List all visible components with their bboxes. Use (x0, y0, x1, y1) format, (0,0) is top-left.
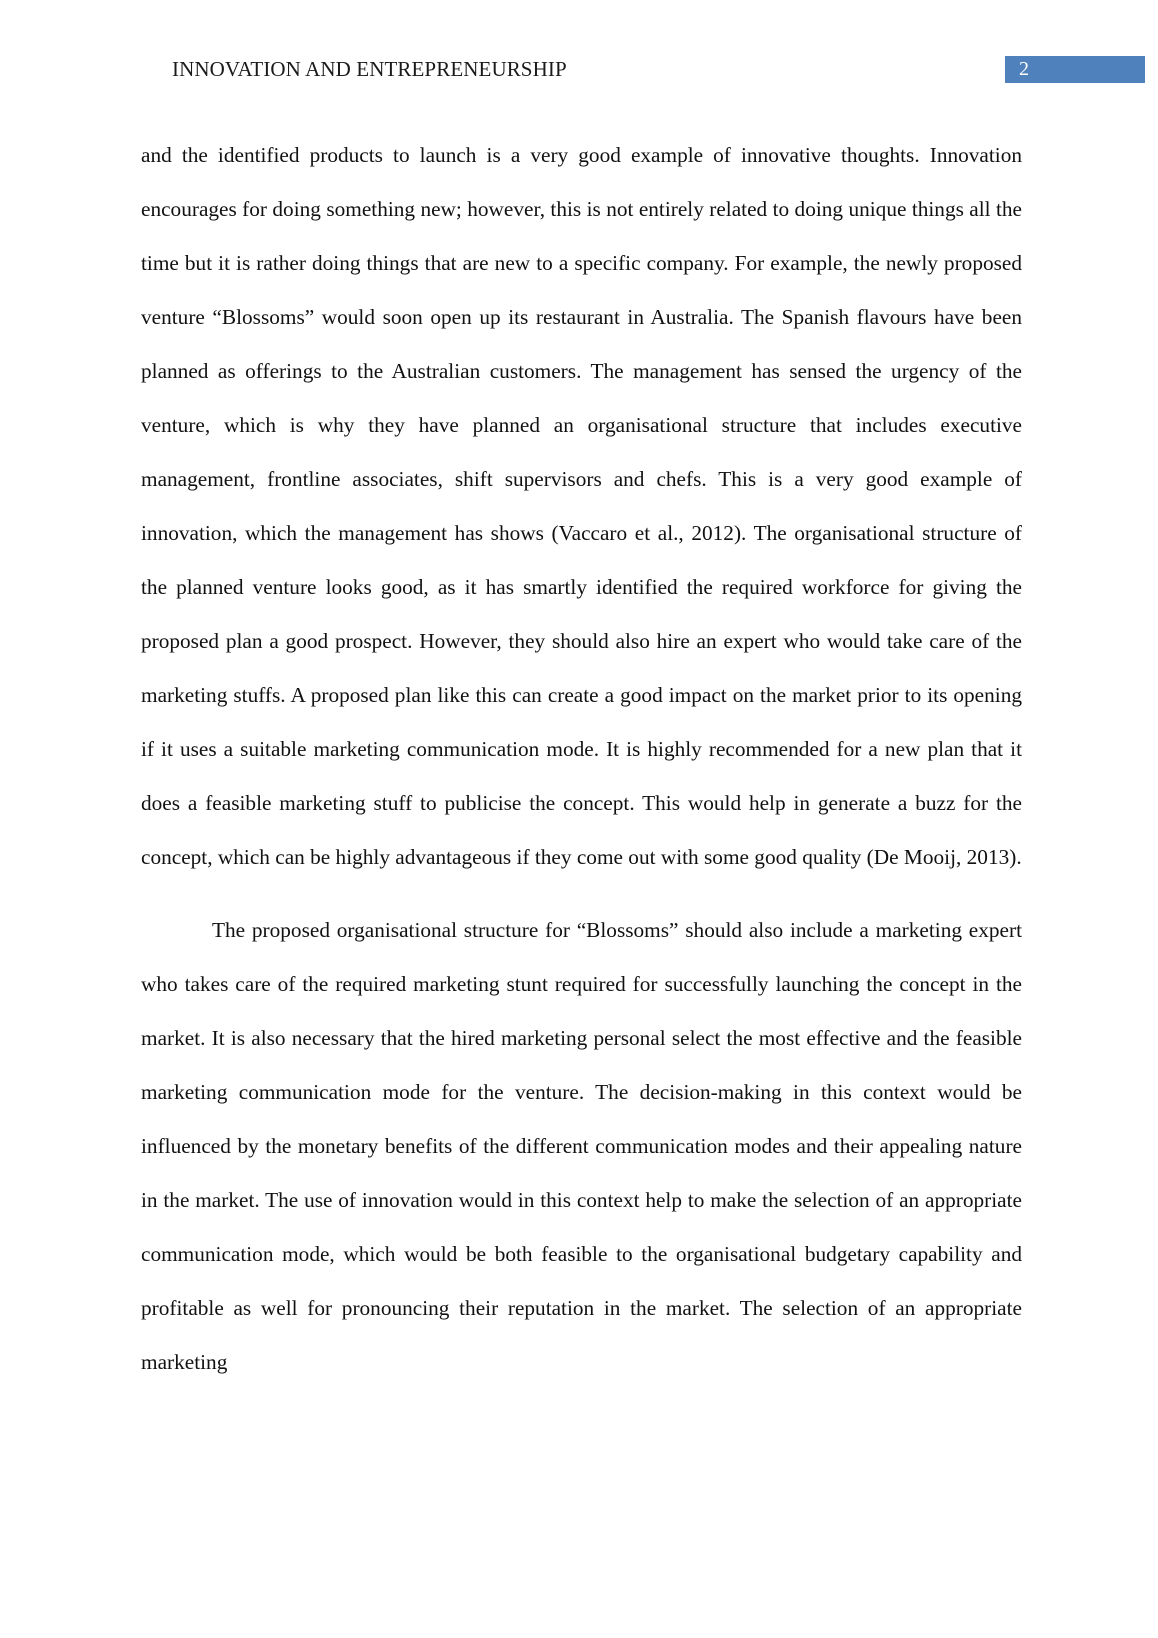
page-number-badge (1005, 56, 1145, 83)
body-paragraph: and the identified products to launch is a very good example of innovative thoughts. Innovation encourages for doing something new; however, this is not entirely related to doing unique things all the time but it is rather doing things that are new to a specific company. For example, the newly proposed venture “Blossoms” would soon open up its restaurant in Australia. The Spanish flavours have been planned as offerings to the Australian customers. The management has sensed the urgency of the venture, which is why they have planned an organisational structure that includes executive management, frontline associates, shift supervisors and chefs. This is a very good example of innovation, which the management has shows (Vaccaro et al., 2012). The organisational structure of the planned venture looks good, as it has smartly identified the required workforce for giving the proposed plan a good prospect. However, they should also hire an expert who would take care of the marketing stuffs. A proposed plan like this can create a good impact on the market prior to its opening if it uses a suitable marketing communication mode. It is highly recommended for a new plan that it does a feasible marketing stuff to publicise the concept. This would help in generate a buzz for the concept, which can be highly advantageous if they come out with some good quality (De Mooij, 2013). (141, 143, 1022, 869)
running-head-title: INNOVATION AND ENTREPRENEURSHIP (172, 57, 567, 81)
page-header (0, 0, 1158, 100)
document-body (141, 128, 1022, 1389)
page-number: 2 (1019, 58, 1029, 80)
body-paragraph: The proposed organisational structure for “Blossoms” should also include a marketing expert who takes care of the required marketing stunt required for successfully launching the concept in the market. It is also necessary that the hired marketing personal select the most effective and the feasible marketing communication mode for the venture. The decision-making in this context would be influenced by the monetary benefits of the different communication modes and their appealing nature in the market. The use of innovation would in this context help to make the selection of an appropriate communication mode, which would be both feasible to the organisational budgetary capability and profitable as well for pronouncing their reputation in the market. The selection of an appropriate marketing (141, 918, 1022, 1374)
